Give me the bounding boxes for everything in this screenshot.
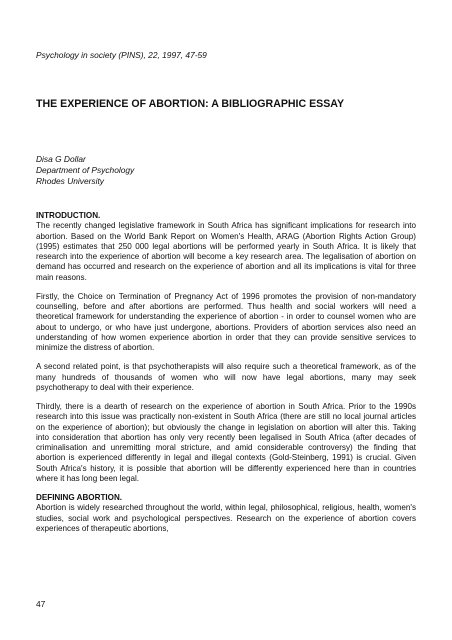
paragraph: Thirdly, there is a dearth of research on the experience of abortion in South Africa. Prior to the 1990s research into this issue was practically non-existent in South Africa (there are still no local journal articles on the experience of abortion); but obviously the change in legislation on abortion will alter this. Taking into consideration that abortion has only very recently been legalised in South Africa (after decades of criminalisation and unremitting moral stricture, and amid considerable controversy) the finding that abortion is experienced differently in legal and illegal contexts (Gold-Steinberg, 1991) is crucial. Given South Africa's history, it is possible that abortion will be differently experienced here than in countries where it has long been legal. (36, 402, 416, 483)
author-university: Rhodes University (36, 176, 104, 186)
article-title: THE EXPERIENCE OF ABORTION: A BIBLIOGRAPHIC ESSAY (36, 98, 345, 110)
journal-citation: Psychology in society (PINS), 22, 1997, 47-59 (36, 50, 207, 60)
paragraph: The recently changed legislative framework in South Africa has significant implications for research into abortion. Based on the World Bank Report on Women's Health, ARAG (Abortion Rights Action Group) (1995) estimates that 250 000 legal abortions will be performed yearly in South Africa. It is likely that research into the experience of abortion will become a key research area. The legalisation of abortion on demand has occurred and research on the experience of abortion and all its implications is vital for three main reasons. (36, 221, 416, 282)
page-number: 47 (36, 599, 46, 609)
paragraph: Abortion is widely researched throughout the world, within legal, philosophical, religious, health, women's studies, social work and psychological perspectives. Research on the experience of abortion covers experiences of therapeutic abortions, (36, 503, 416, 533)
article-body (36, 211, 416, 543)
author-department: Department of Psychology (36, 165, 135, 175)
author-block (36, 154, 134, 187)
paragraph: A second related point, is that psychotherapists will also require such a theoretical framework, as of the many hundreds of thousands of women who will now have legal abortions, many may seek psychotherapy to deal with their experience. (36, 362, 416, 392)
paragraph: Firstly, the Choice on Termination of Pregnancy Act of 1996 promotes the provision of non-mandatory counselling, before and after abortions are performed. Thus health and social workers will need a theoretical framework for understanding the experience of abortion - in order to counsel women who are about to undergo, or who have just undergone, abortions. Providers of abortion services also need an understanding of how women experience abortion in order that they can provide sensitive services to minimize the distress of abortion. (36, 291, 416, 352)
author-name: Disa G Dollar (36, 154, 86, 164)
section-heading-introduction: INTRODUCTION. (36, 211, 101, 220)
section-heading-defining-abortion: DEFINING ABORTION. (36, 493, 123, 502)
